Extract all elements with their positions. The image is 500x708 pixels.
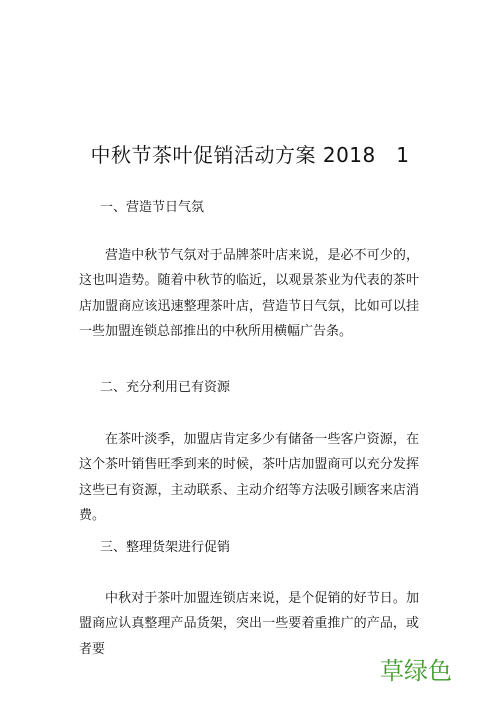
section-heading-2: 二、充分利用已有资源 <box>100 380 231 395</box>
watermark-label: 草绿色 <box>380 657 452 685</box>
section-heading-1: 一、营造节日气氛 <box>100 200 205 215</box>
document-title: 中秋节茶叶促销活动方案 2018 1 <box>90 143 410 167</box>
section-paragraph-3: 中秋对于茶叶加盟连锁店来说，是个促销的好节日。加盟商应认真整理产品货架，突出一些要着重推广的产品，或者要 <box>79 591 419 657</box>
section-heading-3: 三、整理货架进行促销 <box>100 540 231 555</box>
section-paragraph-1: 营造中秋节气氛对于品牌茶叶店来说，是必不可少的，这也叫造势。随着中秋节的临近，以观景茶业为代表的茶叶店加盟商应该迅速整理茶叶店，营造节日气氛，比如可以挂一些加盟连锁总部推出的中秋所用横幅广告条。 <box>79 248 419 339</box>
section-paragraph-2: 在茶叶淡季，加盟店肯定多少有储备一些客户资源，在这个茶叶销售旺季到来的时候，茶叶店加盟商可以充分发挥这些已有资源，主动联系、主动介绍等方法吸引顾客来店消费。 <box>79 432 419 523</box>
